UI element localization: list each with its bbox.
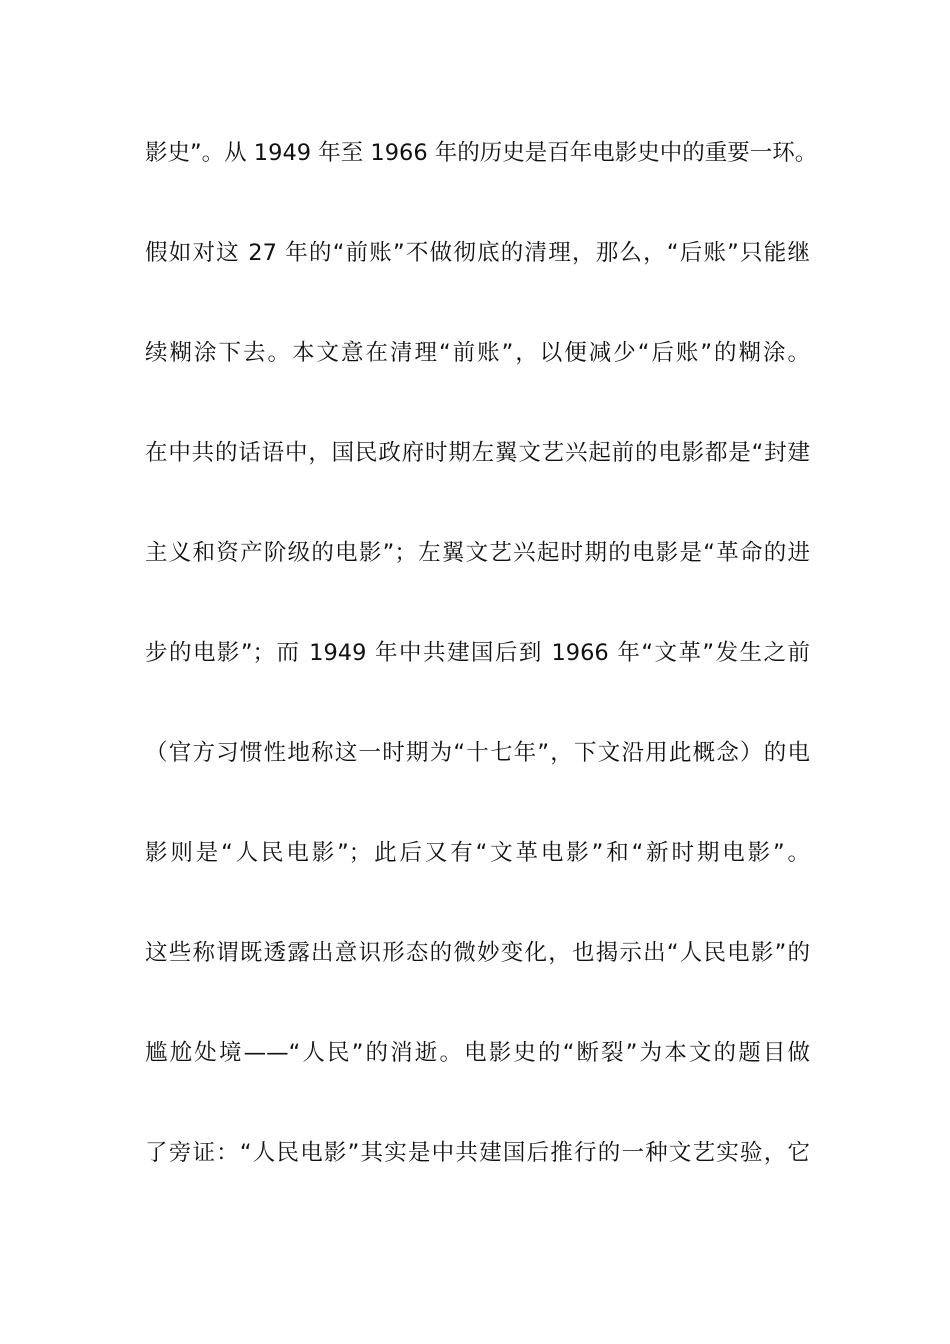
text-line: 假如对这 27 年的“前账”不做彻底的清理，那么，“后账”只能继 (145, 240, 810, 266)
text-line: 影史”。从 1949 年至 1966 年的历史是百年电影史中的重要一环。 (145, 140, 818, 166)
text-line: 这些称谓既透露出意识形态的微妙变化，也揭示出“人民电影”的 (145, 940, 810, 966)
text-line: 续糊涂下去。本文意在清理“前账”，以便减少“后账”的糊涂。 (145, 340, 810, 366)
text-line: （官方习惯性地称这一时期为“十七年”，下文沿用此概念）的电 (145, 740, 810, 766)
text-line: 尴尬处境——“人民”的消逝。电影史的“断裂”为本文的题目做 (145, 1040, 810, 1066)
text-line: 步的电影”；而 1949 年中共建国后到 1966 年“文革”发生之前 (145, 640, 810, 666)
text-line: 主义和资产阶级的电影”；左翼文艺兴起时期的电影是“革命的进 (145, 540, 810, 566)
text-line: 了旁证：“人民电影”其实是中共建国后推行的一种文艺实验，它 (145, 1140, 810, 1166)
text-line: 在中共的话语中，国民政府时期左翼文艺兴起前的电影都是“封建 (145, 440, 810, 466)
body-text (145, 131, 818, 1231)
text-line: 影则是“人民电影”；此后又有“文革电影”和“新时期电影”。 (145, 840, 810, 866)
